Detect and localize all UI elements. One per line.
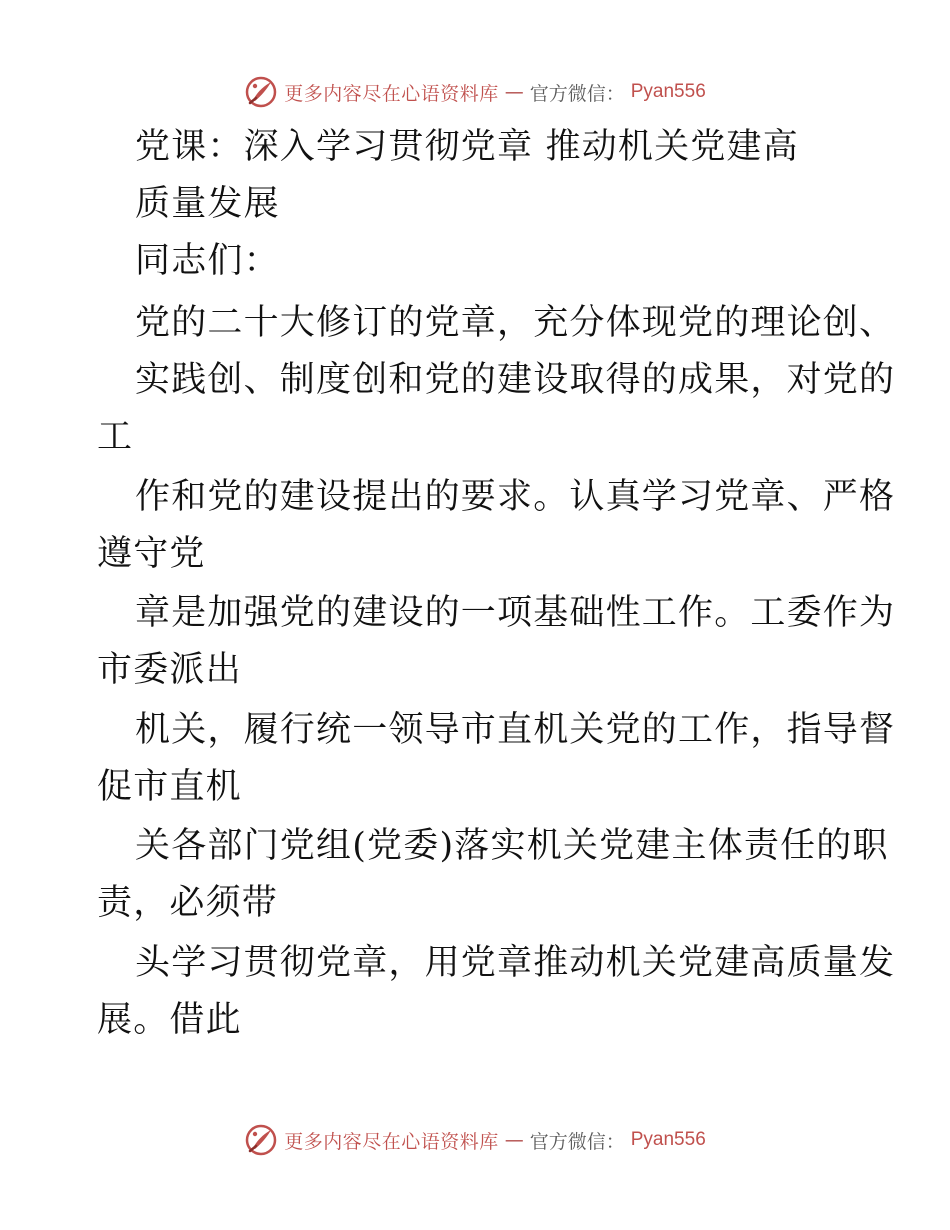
- banner-wechat-label: 官方微信：: [529, 1130, 625, 1153]
- text-line: 工: [97, 417, 134, 457]
- text-line: 展。借此: [97, 1000, 242, 1040]
- text-line: 头学习贯彻党章，用党章推动机关党建高质量发: [135, 943, 896, 983]
- text-line: 关各部门党组(党委)落实机关党建主体责任的职: [135, 826, 889, 866]
- text-line: 党的二十大修订的党章，充分体现党的理论创、: [135, 303, 896, 343]
- text-line: 作和党的建设提出的要求。认真学习党章、严格: [135, 477, 896, 517]
- banner-wechat-id: Pyan556: [630, 1129, 706, 1150]
- text-line: 机关，履行统一领导市直机关党的工作，指导督: [135, 710, 896, 750]
- banner-wechat-label: 官方微信：: [529, 82, 625, 105]
- text-line: 质量发展: [135, 184, 280, 224]
- red-quill-logo-icon: [244, 1123, 278, 1157]
- header-banner: [0, 72, 950, 112]
- text-line: 章是加强党的建设的一项基础性工作。工委作为: [135, 593, 896, 633]
- text-line: 促市直机: [97, 767, 242, 807]
- red-quill-logo-icon: [244, 75, 278, 109]
- text-line: 责，必须带: [97, 883, 279, 923]
- footer-banner: [0, 1120, 950, 1160]
- text-line: 党课：深入学习贯彻党章 推动机关党建高: [135, 127, 799, 167]
- text-line: 市委派出: [97, 650, 242, 690]
- banner-text: 更多内容尽在心语资料库: [284, 82, 499, 105]
- banner-dash: —: [504, 81, 524, 103]
- text-line: 同志们：: [135, 241, 280, 281]
- text-line: 遵守党: [97, 534, 206, 574]
- banner-dash: —: [504, 1129, 524, 1151]
- text-line: 实践创、制度创和党的建设取得的成果，对党的: [135, 360, 896, 400]
- banner-wechat-id: Pyan556: [630, 81, 706, 102]
- banner-text: 更多内容尽在心语资料库: [284, 1130, 499, 1153]
